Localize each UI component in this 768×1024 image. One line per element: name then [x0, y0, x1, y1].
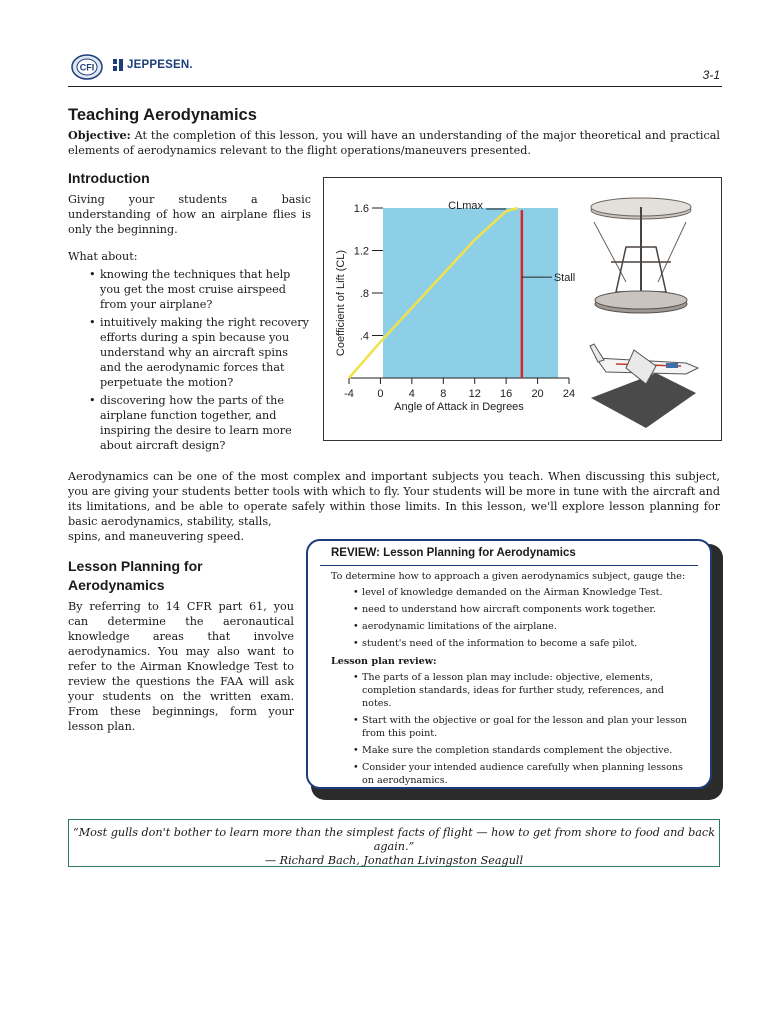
- review-intro: To determine how to approach a given aerodynamics subject, gauge the:: [331, 571, 686, 582]
- x-tick-label: 4: [408, 388, 415, 400]
- page-title: Teaching Aerodynamics: [68, 106, 257, 124]
- lesson-planning-heading: Lesson Planning for Aerodynamics: [68, 558, 203, 593]
- objective-label: Objective:: [68, 128, 131, 142]
- list-item: • aerodynamic limitations of the airplane.: [353, 620, 696, 633]
- x-tick-label: 24: [562, 388, 576, 400]
- list-item: • The parts of a lesson plan may include: objective, elements, completion standards, ideas for further study, references, and notes.: [353, 671, 696, 710]
- x-axis-title: Angle of Attack in Degrees: [394, 401, 524, 413]
- list-item: • Make sure the completion standards complement the objective.: [353, 744, 696, 757]
- review-box: [306, 539, 712, 789]
- clmax-annotation: CLmax: [448, 200, 483, 212]
- seal-text: CFI: [79, 62, 95, 73]
- review-title-rule: [320, 565, 698, 566]
- introduction-heading: Introduction: [68, 170, 150, 186]
- x-tick-label: 20: [531, 388, 544, 400]
- y-axis-title: Coefficient of Lift (CL): [335, 249, 347, 357]
- list-item: • Start with the objective or goal for the lesson and plan your lesson from this point.: [353, 714, 696, 740]
- review-body: [331, 570, 696, 791]
- jeppesen-mark-icon: [113, 59, 123, 71]
- objective-paragraph: [68, 128, 720, 158]
- header-rule: [68, 86, 722, 87]
- list-item: • knowing the techniques that help you get the most cruise airspeed from your airplane?: [89, 267, 311, 312]
- y-tick-label: 1.6: [353, 203, 369, 215]
- x-tick-label: 0: [377, 388, 384, 400]
- aerodynamics-intro-paragraph-end: spins, and maneuvering speed.: [68, 530, 245, 543]
- list-item: • level of knowledge demanded on the Airman Knowledge Test.: [353, 586, 696, 599]
- review-gauge-list: [331, 586, 696, 650]
- review-lesson-plan-list: [331, 671, 696, 787]
- objective-text: At the completion of this lesson, you will have an understanding of the major theoretical and practical elements of aerodynamics relevant to the flight operations/maneuvers presented.: [68, 129, 720, 157]
- y-tick-label: .8: [359, 288, 369, 300]
- quote-text: “Most gulls don't bother to learn more than the simplest facts of flight — how to get from shore to food and back again.”: [73, 826, 715, 853]
- aerodynamics-figure: [323, 177, 722, 441]
- quote-attribution: — Richard Bach, Jonathan Livingston Seagull: [264, 854, 524, 867]
- lift-curve-chart: [324, 178, 721, 440]
- x-tick-label: 12: [468, 388, 481, 400]
- airplane-illustration: [590, 344, 698, 428]
- list-item: • student's need of the information to become a safe pilot.: [353, 637, 696, 650]
- cfi-seal-logo: [70, 53, 104, 81]
- page-number: 3-1: [702, 68, 720, 82]
- list-item: • discovering how the parts of the airplane function together, and inspiring the desire to learn more about aircraft design?: [89, 393, 311, 453]
- introduction-bullet-list: [89, 267, 311, 456]
- jeppesen-brand: [113, 59, 193, 71]
- helicopter-illustration: [591, 198, 691, 313]
- aerodynamics-intro-paragraph: Aerodynamics can be one of the most complex and important subjects you teach. When discussing this subject, you are giving your students better tools with which to fly. Your students will be more in tune with the aircraft and its limitations, and be able to operate safely within those limits. In this lesson, we'll explore lesson planning for basic aerodynamics, stability, stalls,: [68, 470, 720, 528]
- y-tick-label: .4: [359, 330, 369, 343]
- chart-plot-area: [383, 208, 558, 378]
- y-tick-label: 1.2: [353, 245, 369, 258]
- what-about-label: What about:: [68, 250, 138, 263]
- x-tick-label: 16: [500, 388, 513, 400]
- list-item: • need to understand how aircraft components work together.: [353, 603, 696, 616]
- quote-box: [68, 819, 720, 867]
- stall-annotation: Stall: [553, 272, 576, 285]
- list-item: • Consider your intended audience carefully when planning lessons on aerodynamics.: [353, 761, 696, 787]
- review-title: REVIEW: Lesson Planning for Aerodynamics: [331, 547, 576, 559]
- x-tick-label: -4: [344, 388, 354, 400]
- brand-name: JEPPESEN.: [127, 59, 193, 71]
- list-item: • intuitively making the right recovery efforts during a spin because you understand why an aircraft spins and the aerodynamic forces that perpetuate the motion?: [89, 315, 311, 390]
- review-subheading: Lesson plan review:: [331, 656, 437, 667]
- lesson-planning-paragraph: By referring to 14 CFR part 61, you can determine the aeronautical knowledge areas that involve aerodynamics. You may also want to refer to the Airman Knowledge Test to review the questions the FAA will ask your students on the written exam. From these beginnings, form your lesson plan.: [68, 600, 294, 733]
- x-tick-label: 8: [440, 388, 447, 400]
- introduction-paragraph: Giving your students a basic understanding of how an airplane flies is only the beginning.: [68, 193, 311, 236]
